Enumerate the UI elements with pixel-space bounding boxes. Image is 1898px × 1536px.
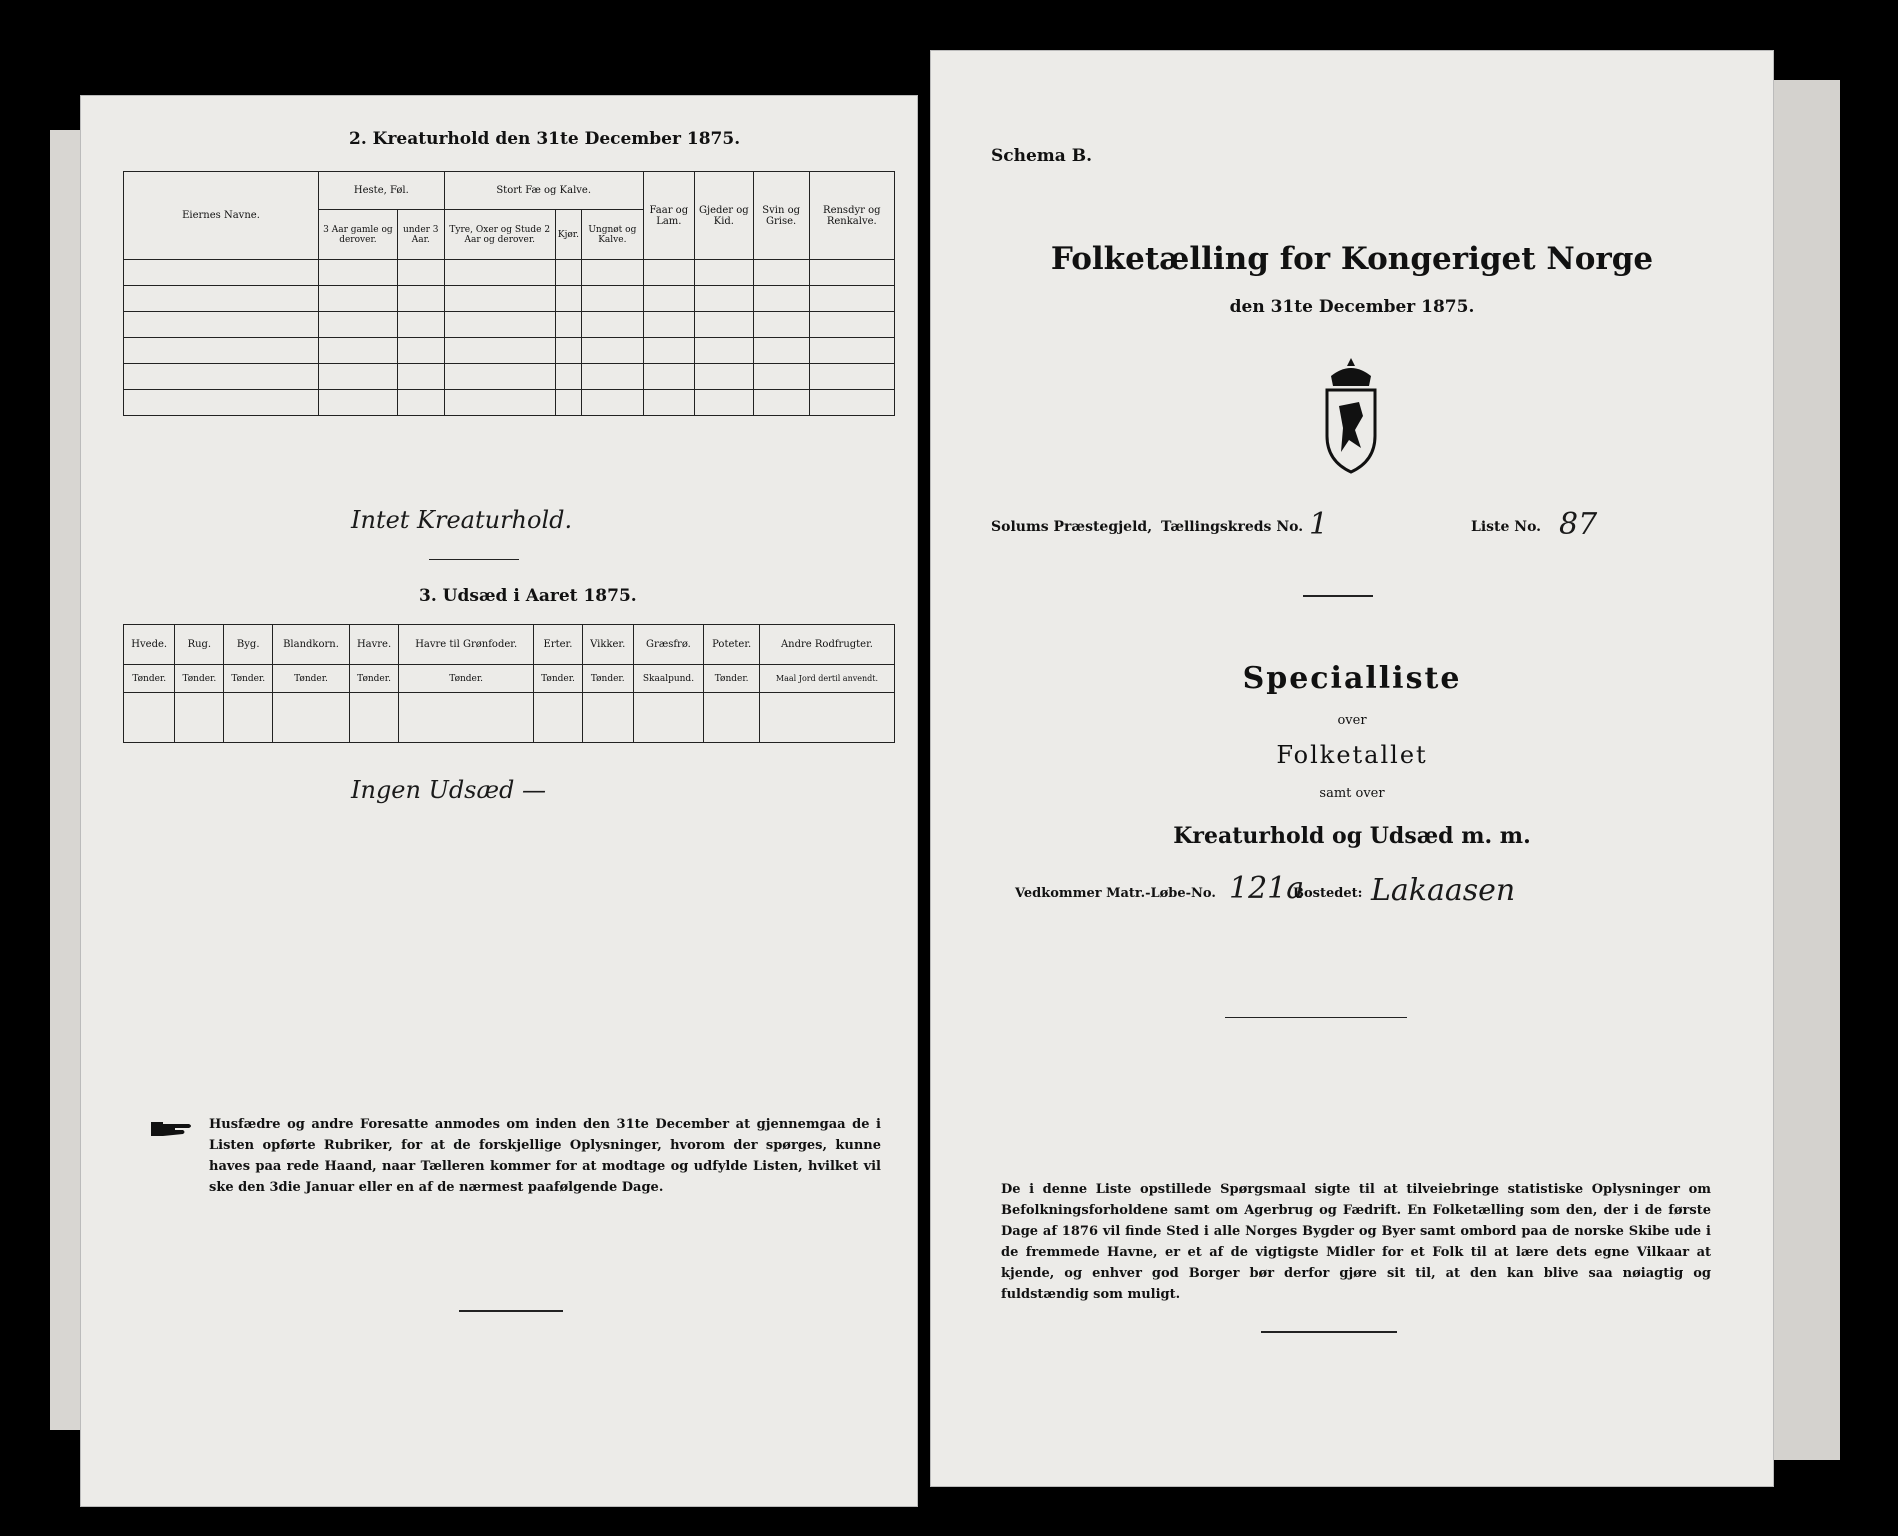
section2-title: 2. Kreaturhold den 31te December 1875. bbox=[349, 129, 741, 149]
sowing-table bbox=[123, 624, 895, 743]
divider bbox=[429, 559, 519, 560]
col-heste-3aar: 3 Aar gamle og derover. bbox=[319, 210, 398, 260]
livestock-table bbox=[123, 171, 895, 416]
handwritten-livestock-note: Intet Kreaturhold. bbox=[351, 506, 573, 534]
col-erter: Erter. bbox=[534, 625, 583, 665]
unit: Tønder. bbox=[534, 665, 583, 693]
matr-label: Vedkommer Matr.-Løbe-No. bbox=[1015, 886, 1216, 901]
schema-label: Schema B. bbox=[991, 146, 1093, 166]
col-rensdyr: Rensdyr og Renkalve. bbox=[809, 172, 894, 260]
district-value: 1 bbox=[1309, 507, 1329, 542]
col-faar: Faar og Lam. bbox=[643, 172, 694, 260]
handwritten-sowing-note: Ingen Udsæd — bbox=[351, 776, 547, 804]
table-row bbox=[124, 693, 895, 743]
unit: Tønder. bbox=[704, 665, 760, 693]
pointing-hand-icon bbox=[149, 1116, 195, 1142]
col-vikker: Vikker. bbox=[582, 625, 633, 665]
left-page bbox=[80, 95, 918, 1507]
col-havre: Havre. bbox=[349, 625, 398, 665]
notice-text: Husfædre og andre Foresatte anmodes om inden den 31te December at gjennemgaa de i Listen opførte Rubriker, for at de forskjellige Oplysninger, hvorom der spørges, kunne haves paa rede Haand, naar Tælleren kommer for at modtage og udfylde Listen, hvilket vil ske den 3die Januar eller en af de nærmest paafølgende Dage. bbox=[209, 1117, 881, 1195]
special-title: Specialliste bbox=[1242, 661, 1462, 696]
list-value: 87 bbox=[1559, 507, 1598, 542]
table-row bbox=[124, 286, 895, 312]
unit: Tønder. bbox=[349, 665, 398, 693]
samt-over-text: samt over bbox=[1319, 786, 1385, 801]
col-svin: Svin og Grise. bbox=[753, 172, 809, 260]
col-ungnod: Ungnøt og Kalve. bbox=[581, 210, 643, 260]
group-stort: Stort Fæ og Kalve. bbox=[444, 172, 643, 210]
col-havre-gronfoder: Havre til Grønfoder. bbox=[399, 625, 534, 665]
col-byg: Byg. bbox=[224, 625, 273, 665]
underlying-page-right bbox=[1770, 80, 1840, 1460]
bostedet-label: Bostedet: bbox=[1293, 886, 1363, 901]
unit: Tønder. bbox=[224, 665, 273, 693]
document-date: den 31te December 1875. bbox=[1229, 297, 1475, 317]
explanation-paragraph: De i denne Liste opstillede Spørgsmaal sigte til at tilveiebringe statistiske Oplysninger om Befolkningsforholdene samt om Agerbrug og Fædrift. En Folketælling som den, der i de første Dage af 1876 vil finde Sted i alle Norges Bygder og Byer samt ombord paa de norske Skibe ude i de fremmede Havne, er et af de vigtigste Midler for et Folk til at lære dets egne Vilkaar at kjende, og enhver god Borger bør derfor gjøre sit til, at den kan blive saa nøiagtig og fuldstændig som muligt. bbox=[1001, 1182, 1711, 1302]
list-label: Liste No. bbox=[1471, 519, 1542, 535]
col-poteter: Poteter. bbox=[704, 625, 760, 665]
unit: Tønder. bbox=[273, 665, 350, 693]
parish-label: Solums Præstegjeld, bbox=[991, 519, 1153, 535]
table-row bbox=[124, 260, 895, 286]
unit: Tønder. bbox=[399, 665, 534, 693]
col-gjeder: Gjeder og Kid. bbox=[694, 172, 753, 260]
table-row bbox=[124, 338, 895, 364]
table-row bbox=[124, 364, 895, 390]
unit: Tønder. bbox=[582, 665, 633, 693]
document-title: Folketælling for Kongeriget Norge bbox=[1050, 241, 1654, 277]
unit: Tønder. bbox=[175, 665, 224, 693]
col-andre: Andre Rodfrugter. bbox=[759, 625, 894, 665]
col-graesfro: Græsfrø. bbox=[633, 625, 704, 665]
col-kjor: Kjør. bbox=[555, 210, 581, 260]
right-page bbox=[930, 50, 1774, 1487]
section3-title: 3. Udsæd i Aaret 1875. bbox=[419, 586, 637, 606]
table-row bbox=[124, 390, 895, 416]
bostedet-value: Lakaasen bbox=[1371, 873, 1516, 908]
unit: Maal Jord dertil anvendt. bbox=[759, 665, 894, 693]
divider bbox=[459, 1310, 563, 1312]
col-rug: Rug. bbox=[175, 625, 224, 665]
kreatur-line: Kreaturhold og Udsæd m. m. bbox=[1173, 823, 1531, 849]
table-row bbox=[124, 312, 895, 338]
col-tyre: Tyre, Oxer og Stude 2 Aar og derover. bbox=[444, 210, 555, 260]
unit: Skaalpund. bbox=[633, 665, 704, 693]
matr-value: 121a bbox=[1229, 871, 1305, 906]
group-heste: Heste, Føl. bbox=[319, 172, 445, 210]
col-heste-under: under 3 Aar. bbox=[397, 210, 444, 260]
divider bbox=[1261, 1331, 1397, 1333]
col-hvede: Hvede. bbox=[124, 625, 175, 665]
coat-of-arms-icon bbox=[1319, 356, 1383, 476]
divider bbox=[1303, 595, 1373, 597]
unit: Tønder. bbox=[124, 665, 175, 693]
divider bbox=[1225, 1017, 1407, 1018]
district-label: Tællingskreds No. bbox=[1161, 519, 1304, 535]
col-blandkorn: Blandkorn. bbox=[273, 625, 350, 665]
folketallet-text: Folketallet bbox=[1276, 741, 1428, 769]
over-text: over bbox=[1337, 713, 1367, 728]
col-owner: Eiernes Navne. bbox=[124, 172, 319, 260]
